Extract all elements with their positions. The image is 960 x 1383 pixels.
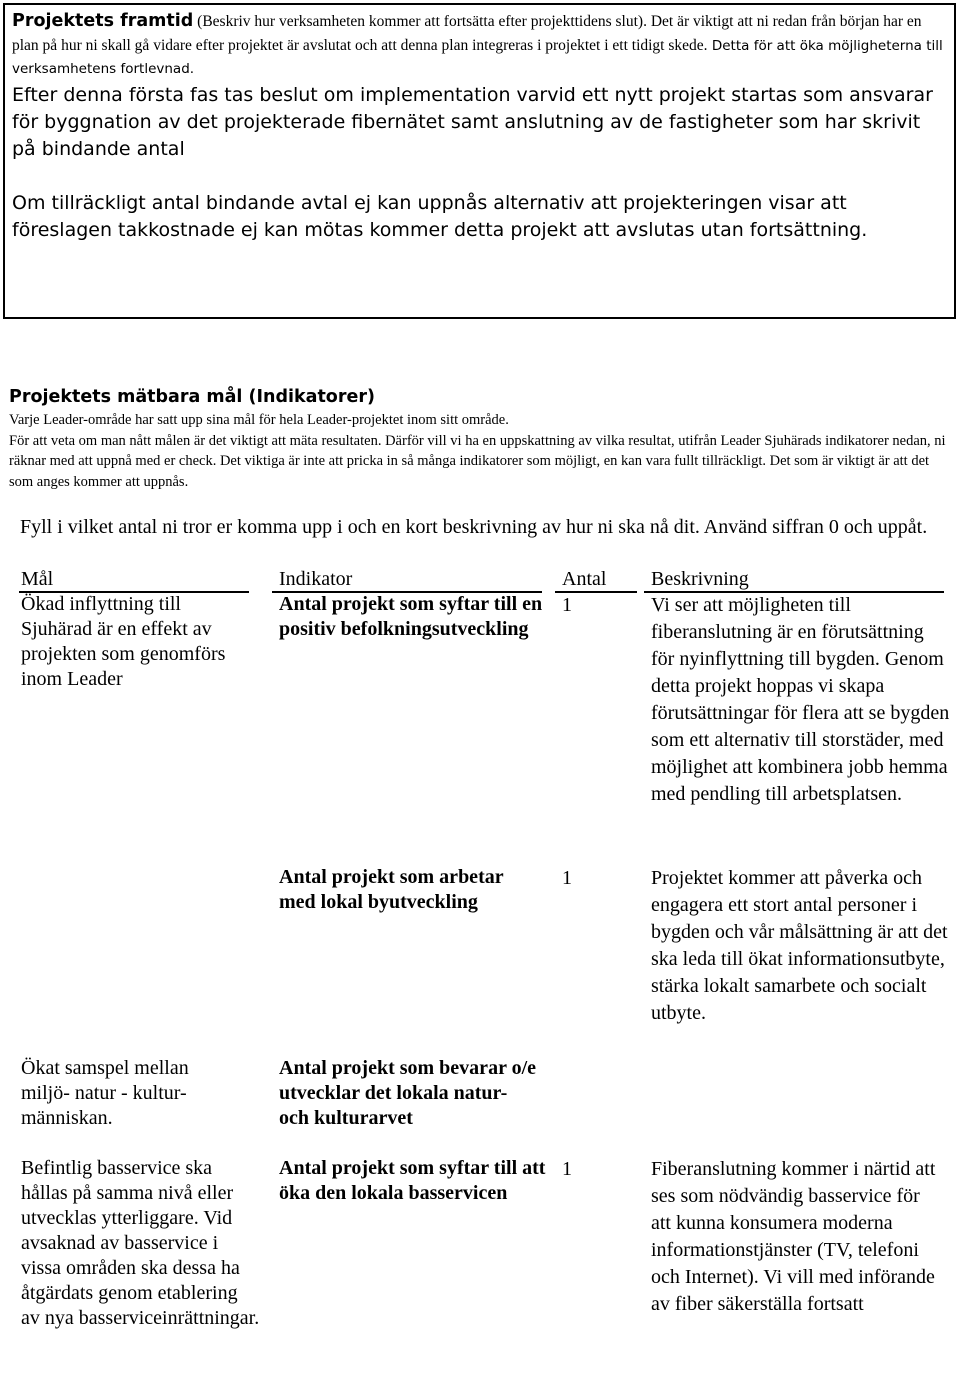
project-future-title: Projektets framtid (12, 11, 194, 31)
project-future-paragraph-1: Efter denna första fas tas beslut om implementation varvid ett nytt projekt startas som ansvarar för byggnation av det projekterade fibernätet samt anslutning av de fastigheter som har skrivit på bindande antal (12, 84, 933, 160)
header-indicator: Indikator (279, 568, 353, 590)
row-4-goal: Befintlig basservice ska hållas på samma nivå eller utvecklas ytterliggare. Vid avsaknad av basservice i vissa områden ska dessa ha åtgärdats genom etablering av nya basserviceinrättningar. (21, 1157, 260, 1329)
row-1-goal: Ökad inflyttning till Sjuhärad är en effekt av projekten som genomförs inom Leader (21, 593, 226, 690)
row-4-description[interactable]: Fiberanslutning kommer i närtid att ses som nödvändig basservice för att kunna konsumera moderna informationstjänster (TV, telefoni och Internet). Vi vill med införande av fiber säkerställa fortsatt (651, 1158, 936, 1315)
project-future-instruction-cont: Detta för att öka möjligheterna till verksamhetens fortlevnad. (12, 38, 943, 77)
row-2-description[interactable]: Projektet kommer att påverka och engagera ett stort antal personer i bygden och vår målsättning är att det ska leda till ökat informationsutbyte, stärka lokalt samarbete och socialt utbyte. (651, 867, 948, 1024)
project-future-box (3, 3, 956, 319)
row-2-indicator: Antal projekt som arbetar med lokal byutveckling (279, 866, 504, 913)
project-future-heading (12, 10, 947, 81)
indicators-instruction: Fyll i vilket antal ni tror er komma upp i och en kort beskrivning av hur ni ska nå dit. Använd siffran 0 och uppåt. (20, 516, 928, 538)
row-4-count[interactable]: 1 (562, 1158, 572, 1180)
row-1-count[interactable]: 1 (562, 594, 572, 616)
row-1-indicator: Antal projekt som syftar till en positiv befolkningsutveckling (279, 593, 543, 640)
header-goal: Mål (21, 568, 54, 590)
indicators-title: Projektets mätbara mål (Indikatorer) (9, 387, 375, 407)
row-4-indicator: Antal projekt som syftar till att öka den lokala basservicen (279, 1157, 546, 1204)
row-3-goal: Ökat samspel mellan miljö- natur - kultur- människan. (21, 1057, 189, 1129)
indicators-section (9, 386, 954, 492)
project-future-instruction: (Beskriv hur verksamheten kommer att fortsätta efter projekttidens slut). Det är viktigt att ni redan från början har en plan på hur ni skall gå vidare efter projektet är avslutat och att denna plan integreras i projektet i ett tidigt skede. (12, 13, 922, 54)
header-description: Beskrivning (651, 568, 749, 590)
row-3-indicator: Antal projekt som bevarar o/e utvecklar det lokala natur- och kulturarvet (279, 1057, 537, 1129)
indicators-intro-text: För att veta om man nått målen är det viktigt att mäta resultaten. Därför vill vi ha en uppskattning av vilka resultat, utifrån Leader Sjuhärads indikatorer nedan, ni räknar med att uppnå med er check. Det viktiga är inte att pricka in så många indikatorer som möjligt, en kan vara fullt tillräckligt. Det som är viktigt är att det som anges kommer att uppnås. (9, 432, 946, 490)
indicators-intro-line: Varje Leader-område har satt upp sina mål för hela Leader-projektet inom sitt område. (9, 412, 509, 428)
row-1-description[interactable]: Vi ser att möjligheten till fiberanslutning är en förutsättning för nyinflyttning till bygden. Genom detta projekt hoppas vi skapa förutsättningar för flera att se bygden som ett alternativ till storstäder, med möjlighet att kombinera jobb hemma med pendling till arbetsplatsen. (651, 594, 950, 805)
project-future-paragraph-2: Om tillräckligt antal bindande avtal ej kan uppnås alternativ att projekteringen visar att föreslagen takkostnade ej kan mötas kommer detta projekt att avslutas utan fortsättning. (12, 192, 868, 241)
row-2-count[interactable]: 1 (562, 867, 572, 889)
header-count: Antal (562, 568, 607, 590)
